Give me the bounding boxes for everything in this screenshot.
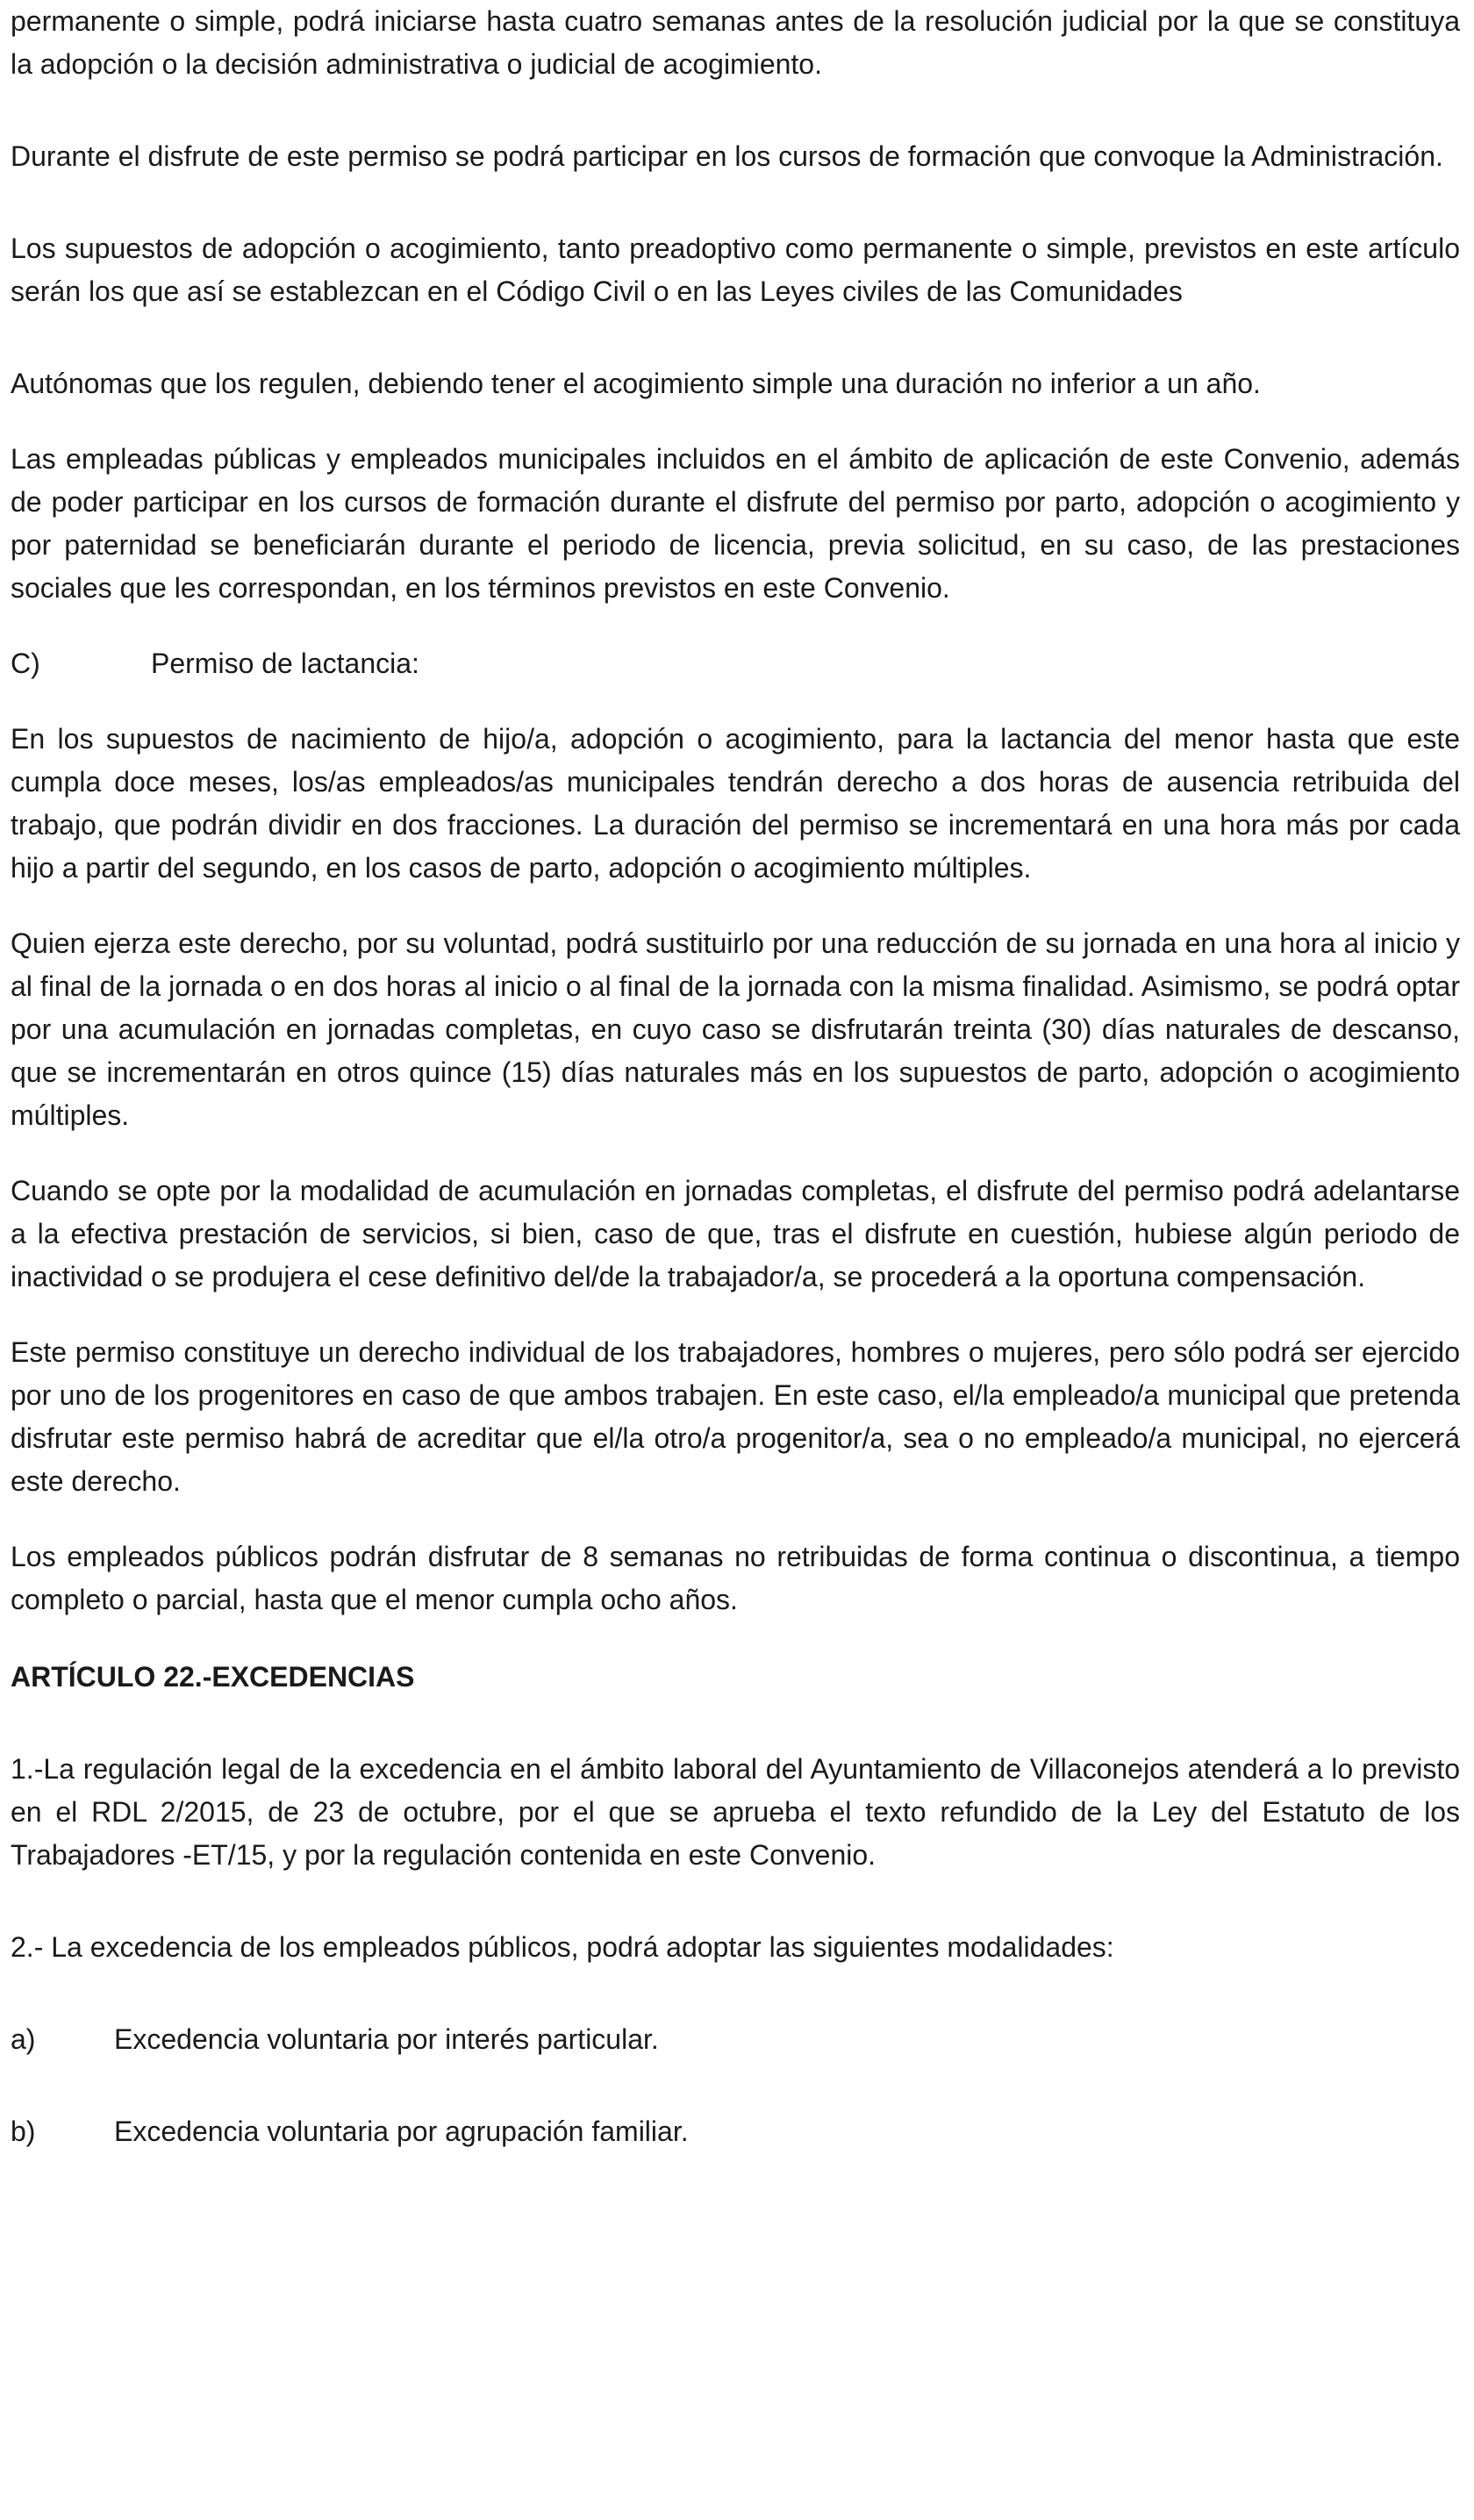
section-c-label: C) — [11, 648, 40, 679]
paragraph-derecho-individual: Este permiso constituye un derecho individual de los trabajadores, hombres o mujeres, pero sólo podrá ser ejercido por uno de los progenitores en caso de que ambos trabajen. En este caso, el/la empleado/a municipal que pretenda disfrutar este permiso habrá de acreditar que el/la otro/a progenitor/a, sea o no empleado/a municipal, no ejercerá este derecho. — [11, 1336, 1460, 1497]
section-c-title: Permiso de lactancia: — [151, 648, 419, 679]
paragraph-empleadas-publicas: Las empleadas públicas y empleados municipales incluidos en el ámbito de aplicación de este Convenio, además de poder participar en los cursos de formación durante el disfrute del permiso por parto, adopción o acogimiento y por paternidad se beneficiarán durante el periodo de licencia, previa solicitud, en su caso, de las prestaciones sociales que les correspondan, en los términos previstos en este Convenio. — [11, 443, 1460, 604]
paragraph-reduccion-jornada: Quien ejerza este derecho, por su voluntad, podrá sustituirlo por una reducción de su jornada en una hora al inicio y al final de la jornada o en dos horas al inicio o al final de la jornada con la misma finalidad. Asimismo, se podrá optar por una acumulación en jornadas completas, en cuyo caso se disfrutarán treinta (30) días naturales de descanso, que se incrementarán en otros quince (15) días naturales más en los supuestos de parto, adopción o acogimiento múltiples. — [11, 927, 1460, 1131]
paragraph-autonomas: Autónomas que los regulen, debiendo tener el acogimiento simple una duración no inferior a un año. — [11, 368, 1261, 399]
paragraph-supuestos-adopcion: Los supuestos de adopción o acogimiento, tanto preadoptivo como permanente o simple, previstos en este artículo serán los que así se establezcan en el Código Civil o en las Leyes civiles de las Comunidades — [11, 233, 1460, 307]
paragraph-regulacion-legal: 1.-La regulación legal de la excedencia en el ámbito laboral del Ayuntamiento de Villaconejos atenderá a lo previsto en el RDL 2/2015, de 23 de octubre, por el que se aprueba el texto refundido de la Ley del Estatuto de los Trabajadores -ET/15, y por la regulación contenida en este Convenio. — [11, 1753, 1460, 1871]
paragraph-modalidades: 2.- La excedencia de los empleados públicos, podrá adoptar las siguientes modalidades: — [11, 1931, 1114, 1963]
paragraph-ocho-semanas: Los empleados públicos podrán disfrutar de 8 semanas no retribuidas de forma continua o discontinua, a tiempo completo o parcial, hasta que el menor cumpla ocho años. — [11, 1541, 1460, 1615]
paragraph-cursos-formacion: Durante el disfrute de este permiso se podrá participar en los cursos de formación que convoque la Administración. — [11, 140, 1443, 172]
paragraph-permiso-inicio: permanente o simple, podrá iniciarse hasta cuatro semanas antes de la resolución judicial por la que se constituya la adopción o la decisión administrativa o judicial de acogimiento. — [11, 5, 1460, 80]
section-c-heading — [11, 642, 1460, 685]
paragraph-lactancia-supuestos: En los supuestos de nacimiento de hijo/a, adopción o acogimiento, para la lactancia del menor hasta que este cumpla doce meses, los/as empleados/as municipales tendrán derecho a dos horas de ausencia retribuida del trabajo, que podrán dividir en dos fracciones. La duración del permiso se incrementará en una hora más por cada hijo a partir del segundo, en los casos de parto, adopción o acogimiento múltiples. — [11, 723, 1460, 884]
paragraph-acumulacion: Cuando se opte por la modalidad de acumulación en jornadas completas, el disfrute del permiso podrá adelantarse a la efectiva prestación de servicios, si bien, caso de que, tras el disfrute en cuestión, hubiese algún periodo de inactividad o se produjera el cese definitivo del/de la trabajador/a, se procederá a la oportuna compensación. — [11, 1175, 1460, 1292]
article-heading: ARTÍCULO 22.-EXCEDENCIAS — [11, 1661, 415, 1693]
list-item-label: a) — [11, 2023, 36, 2055]
list-item — [11, 2018, 1460, 2061]
list-item — [11, 2110, 1460, 2153]
list-item-label: b) — [11, 2116, 36, 2147]
list-item-text: Excedencia voluntaria por agrupación familiar. — [114, 2116, 689, 2147]
list-item-text: Excedencia voluntaria por interés particular. — [114, 2023, 659, 2055]
document-page — [11, 0, 1460, 2153]
